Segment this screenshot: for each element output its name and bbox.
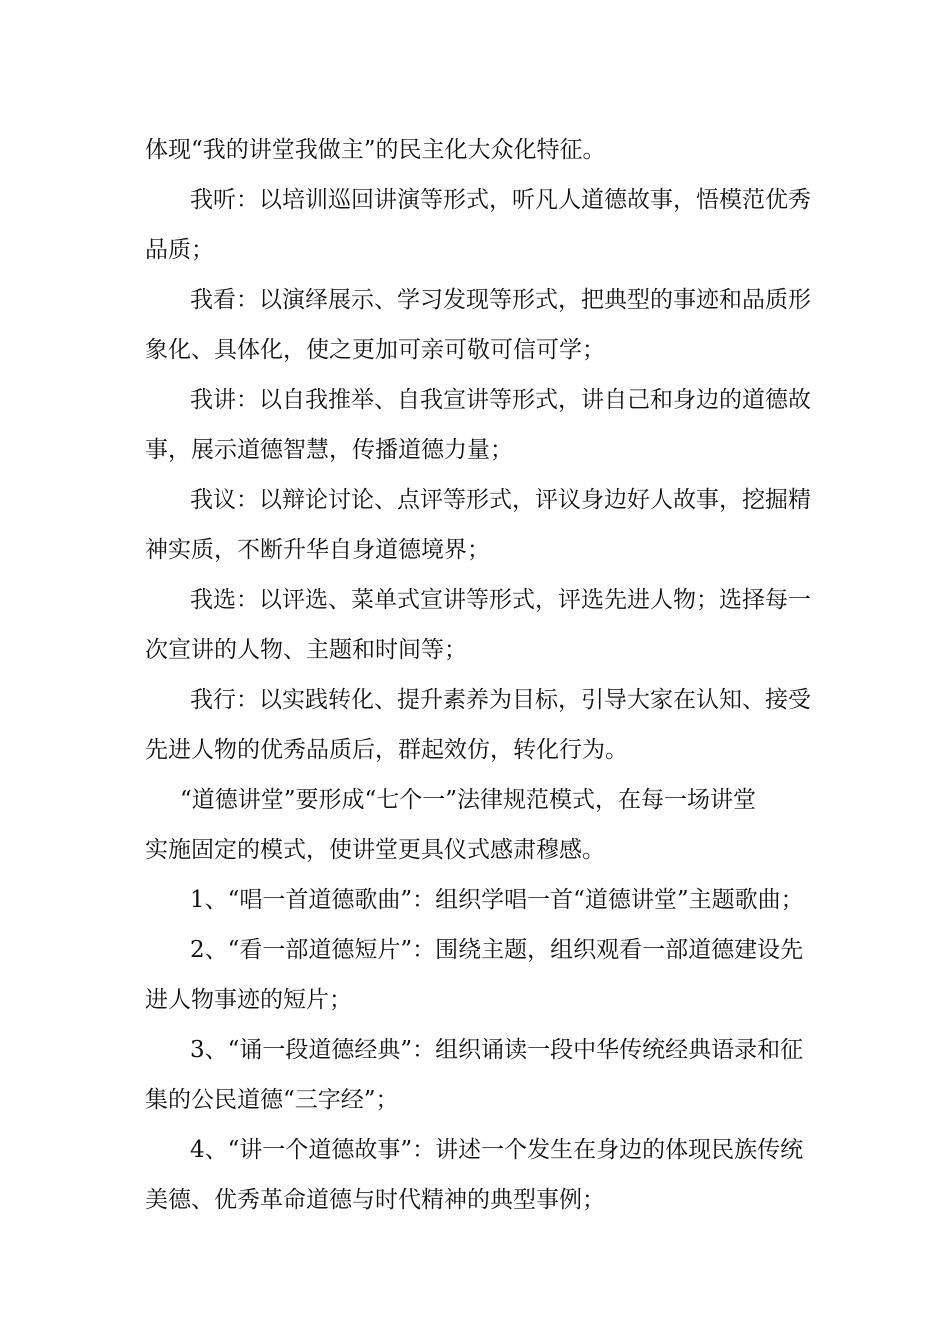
text-line: 集的公民道德“三字经”； (145, 1087, 399, 1113)
text-line: 事，展示道德智慧，传播道德力量； (145, 437, 513, 463)
text-line: 我议：以辩论讨论、点评等形式，评议身边好人故事，挖掘精 (190, 487, 811, 513)
text-line: 次宣讲的人物、主题和时间等； (145, 637, 467, 663)
text-line: “道德讲堂”要形成“七个一”法律规范模式，在每一场讲堂 (180, 787, 757, 813)
text-line: 体现“我的讲堂我做主”的民主化大众化特征。 (145, 137, 606, 163)
text-line: 我行：以实践转化、提升素养为目标，引导大家在认知、接受 (190, 687, 811, 713)
text-line: 先进人物的优秀品质后，群起效仿，转化行为。 (145, 737, 628, 763)
text-line: 4、“讲一个道德故事”：讲述一个发生在身边的体现民族传统 (190, 1137, 804, 1163)
text-line: 象化、具体化，使之更加可亲可敬可信可学； (145, 337, 605, 363)
text-line: 品质； (145, 237, 214, 263)
text-line: 我看：以演绎展示、学习发现等形式，把典型的事迹和品质形 (190, 287, 811, 313)
text-line: 我讲：以自我推举、自我宣讲等形式，讲自己和身边的道德故 (190, 387, 811, 413)
text-line: 我选：以评选、菜单式宣讲等形式，评选先进人物；选择每一 (190, 587, 811, 613)
text-line: 实施固定的模式，使讲堂更具仪式感肃穆感。 (145, 837, 605, 863)
text-line: 美德、优秀革命道德与时代精神的典型事例； (145, 1187, 605, 1213)
text-line: 1、“唱一首道德歌曲”：组织学唱一首“道德讲堂”主题歌曲； (190, 887, 804, 913)
text-line: 3、“诵一段道德经典”：组织诵读一段中华传统经典语录和征 (190, 1037, 804, 1063)
text-line: 2、“看一部道德短片”：围绕主题，组织观看一部道德建设先 (190, 937, 804, 963)
text-line: 神实质，不断升华自身道德境界； (145, 537, 490, 563)
text-line: 我听：以培训巡回讲演等形式，听凡人道德故事，悟模范优秀 (190, 187, 811, 213)
text-line: 进人物事迹的短片； (145, 987, 352, 1013)
